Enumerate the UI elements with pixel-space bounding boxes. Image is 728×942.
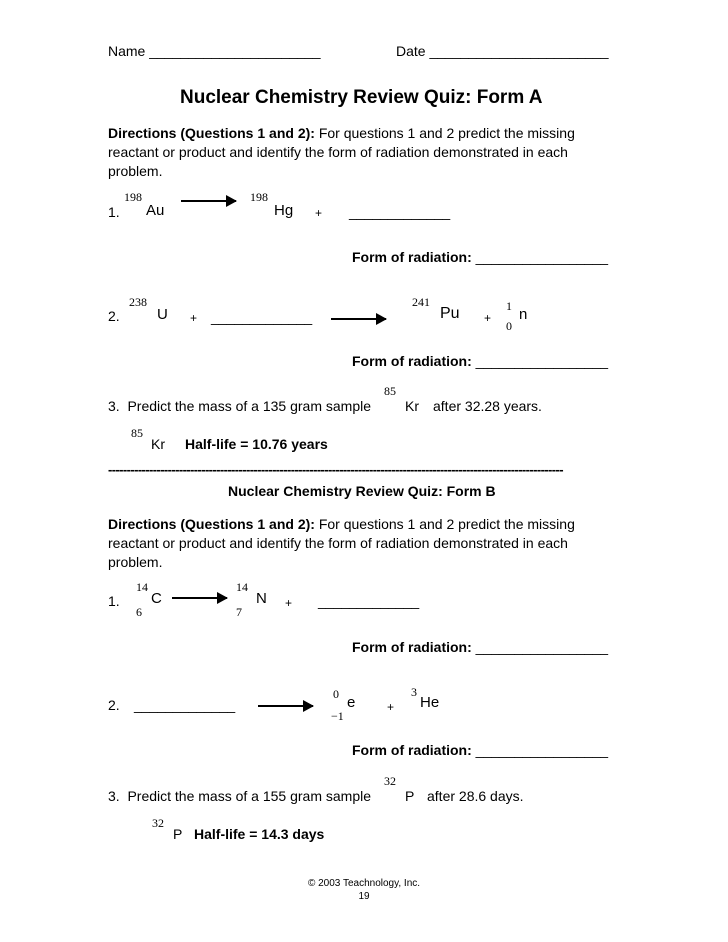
a-q2-plus: + (190, 311, 198, 325)
b-q1-arrow (172, 597, 227, 599)
b-q3-after: after 28.6 days. (427, 788, 524, 804)
b-q2-plus: + (387, 700, 395, 714)
a-q1-answer-blank[interactable]: _____________ (349, 204, 451, 220)
b-q3-hl-mass: 32 (152, 816, 164, 830)
form-a-directions-text: For questions 1 and 2 predict the missing reactant or product and identify the form of radiation demonstrated in each problem. (108, 125, 575, 179)
b-q1-answer-blank[interactable]: _____________ (318, 593, 420, 609)
a-q2-radiation (352, 353, 608, 369)
a-q2-neutron-symbol: n (519, 306, 528, 323)
a-q1-radiation-label: Form of radiation: (352, 249, 476, 265)
b-q2-radiation-label: Form of radiation: (352, 742, 476, 758)
a-q1-plus: + (315, 206, 323, 220)
form-b-directions (108, 515, 598, 572)
a-q2-neutron-atomic: 0 (506, 319, 512, 333)
a-q2-product-symbol: Pu (440, 305, 460, 322)
a-q1-reactant-mass: 198 (124, 190, 142, 204)
a-q1-number: 1. (108, 204, 120, 220)
b-q1-radiation-label: Form of radiation: (352, 639, 476, 655)
form-a-title: Nuclear Chemistry Review Quiz: Form A (180, 87, 543, 108)
name-field-label: Name ______________________ (108, 43, 321, 59)
a-q1-reactant-symbol: Au (146, 202, 165, 219)
a-q3-half-life: Half-life = 10.76 years (185, 436, 328, 452)
b-q1-reactant-mass: 14 (136, 580, 148, 594)
a-q2-number: 2. (108, 308, 120, 324)
b-q1-product-mass: 14 (236, 580, 248, 594)
form-a-directions-heading: Directions (Questions 1 and 2): (108, 125, 315, 141)
b-q1-reactant-atomic: 6 (136, 605, 142, 619)
b-q2-radiation-blank[interactable]: _________________ (475, 742, 609, 758)
a-q2-reactant-mass: 238 (129, 295, 147, 309)
b-q1-radiation-blank[interactable]: _________________ (475, 639, 609, 655)
a-q3-mass: 85 (384, 384, 396, 398)
a-q3-after: after 32.28 years. (433, 398, 542, 414)
a-q1-product-mass: 198 (250, 190, 268, 204)
a-q1-product-symbol: Hg (274, 202, 294, 219)
form-separator: -------------------------------------------------------------------------------------------------------------------------- (108, 462, 563, 477)
b-q1-reactant-symbol: C (151, 590, 162, 607)
a-q3-text: 3. Predict the mass of a 135 gram sample (108, 398, 372, 414)
b-q1-plus: + (285, 596, 293, 610)
date-field-label: Date _______________________ (396, 43, 609, 59)
a-q3-hl-symbol: Kr (151, 436, 165, 452)
b-q1-radiation (352, 639, 608, 655)
a-q2-answer-blank[interactable]: _____________ (211, 309, 313, 325)
b-q2-electron-symbol: e (347, 694, 356, 711)
b-q2-electron-mass: 0 (333, 687, 339, 701)
b-q3-mass: 32 (384, 774, 396, 788)
form-b-directions-text: For questions 1 and 2 predict the missing reactant or product and identify the form of radiation demonstrated in each problem. (108, 516, 575, 570)
copyright-notice: © 2003 Teachnology, Inc. (307, 878, 421, 889)
a-q2-product-mass: 241 (412, 295, 430, 309)
b-q1-product-symbol: N (256, 590, 267, 607)
form-b-title: Nuclear Chemistry Review Quiz: Form B (228, 483, 496, 499)
a-q2-neutron-mass: 1 (506, 299, 512, 313)
a-q2-plus2: + (484, 311, 492, 325)
a-q3-symbol: Kr (405, 398, 419, 414)
form-b-directions-heading: Directions (Questions 1 and 2): (108, 516, 315, 532)
a-q2-reactant-symbol: U (157, 306, 168, 323)
b-q3-text: 3. Predict the mass of a 155 gram sample (108, 788, 372, 804)
b-q2-arrow (258, 705, 313, 707)
b-q3-symbol: P (405, 788, 415, 804)
b-q3-hl-symbol: P (173, 826, 183, 842)
form-a-directions (108, 124, 598, 181)
a-q1-arrow (181, 200, 236, 202)
a-q2-arrow (331, 318, 386, 320)
b-q1-number: 1. (108, 593, 120, 609)
a-q2-radiation-label: Form of radiation: (352, 353, 476, 369)
b-q2-helium-mass: 3 (411, 685, 417, 699)
b-q2-electron-atomic: −1 (331, 709, 344, 723)
a-q1-radiation (352, 249, 608, 265)
b-q2-helium-symbol: He (420, 694, 440, 711)
b-q1-product-atomic: 7 (236, 605, 242, 619)
page-number: 19 (358, 891, 370, 902)
a-q1-radiation-blank[interactable]: _________________ (475, 249, 609, 265)
b-q2-number: 2. (108, 697, 120, 713)
b-q2-radiation (352, 742, 608, 758)
b-q3-half-life: Half-life = 14.3 days (194, 826, 325, 842)
a-q3-hl-mass: 85 (131, 426, 143, 440)
a-q2-radiation-blank[interactable]: _________________ (475, 353, 609, 369)
b-q2-answer-blank[interactable]: _____________ (134, 697, 236, 713)
